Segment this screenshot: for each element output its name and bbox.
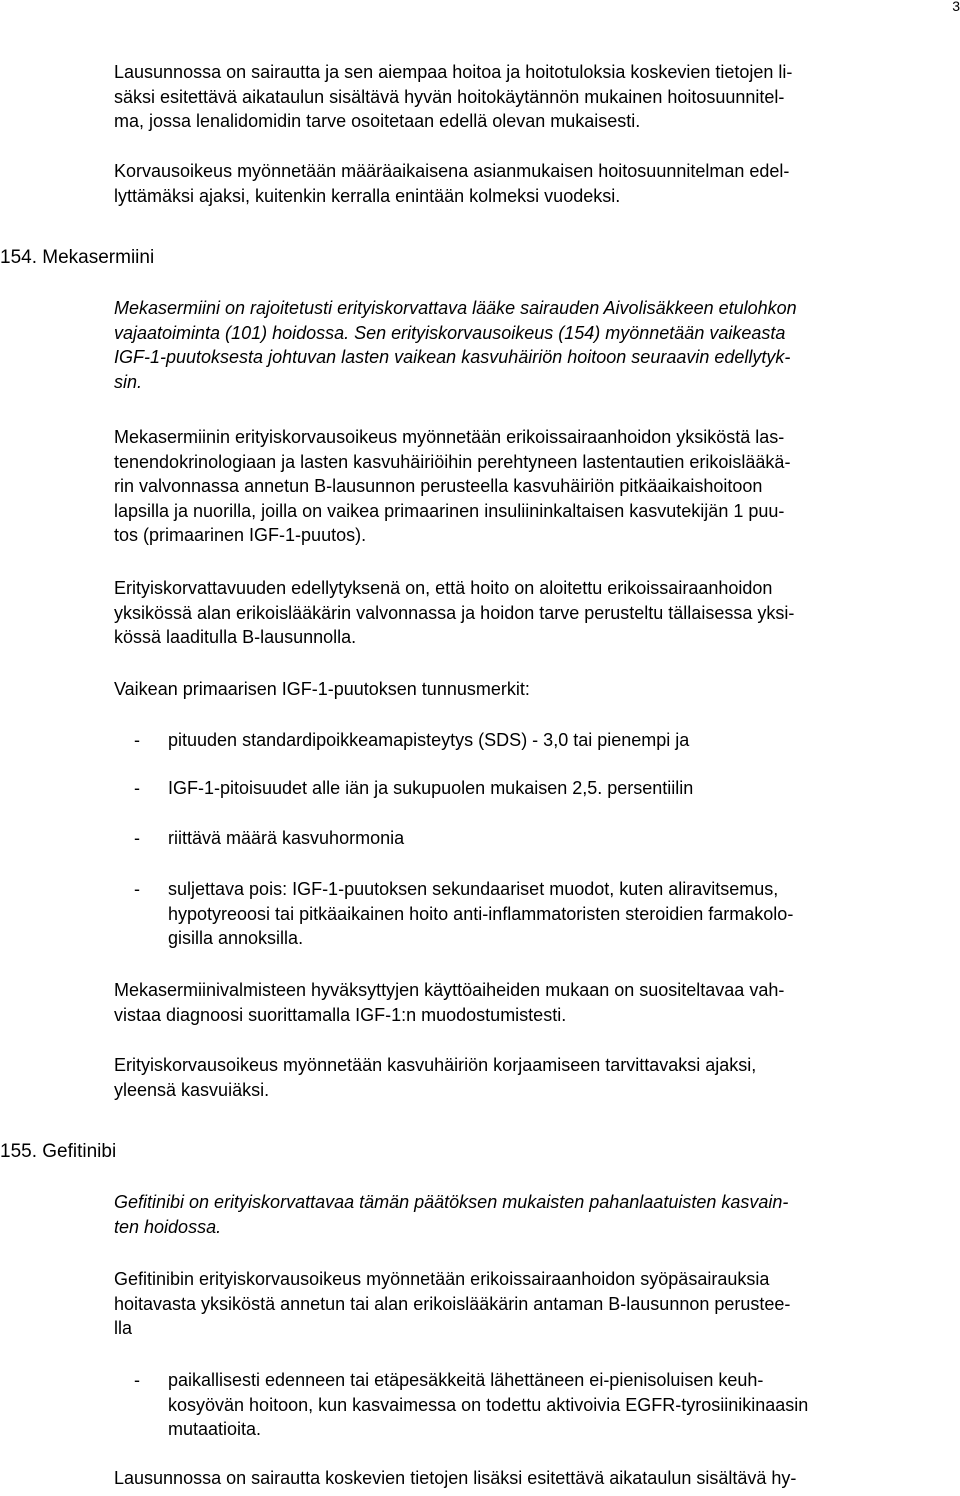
paragraph-mekasermiini-right: Mekasermiinin erityiskorvausoikeus myönnetään erikoissairaanhoidon yksiköstä las- tenendokrinologiaan ja lasten kasvuhäiriöihin perehtyneen lastentautien erikoislääkä- rin valvonnassa annetun B-lausunnon perusteella kasvuhäiriön pitkäaikaishoitoon lapsilla ja nuorilla, joilla on vaikea primaarinen insuliininkaltaisen kasvutekijän 1 puu- tos (primaarinen IGF-1-puutos). — [114, 427, 791, 545]
list-dash: - — [134, 879, 140, 899]
paragraph-reimbursement-duration: Korvausoikeus myönnetään määräaikaisena asianmukaisen hoitosuunnitelman edel- lyttämäksi ajaksi, kuitenkin kerralla enintään kolmeksi vuodeksi. — [114, 161, 790, 206]
paragraph-reimbursement-period: Erityiskorvausoikeus myönnetään kasvuhäiriön korjaamiseen tarvittavaksi ajaksi, yleensä kasvuiäksi. — [114, 1055, 757, 1100]
paragraph-statement-trailing: Lausunnossa on sairautta koskevien tietojen lisäksi esitettävä aikataulun sisältävä hy- — [114, 1468, 797, 1488]
list-item-text: suljettava pois: IGF-1-puutoksen sekundaariset muodot, kuten aliravitsemus, hypotyreoosi tai pitkäaikainen hoito anti-inflammatoristen steroidien farmakolo- gisilla annoksilla. — [168, 879, 794, 948]
paragraph-criteria-heading: Vaikean primaarisen IGF-1-puutoksen tunnusmerkit: — [114, 679, 530, 699]
list-dash: - — [134, 778, 140, 798]
list-item-text: riittävä määrä kasvuhormonia — [168, 828, 405, 848]
list-dash: - — [134, 730, 140, 750]
list-item-text: pituuden standardipoikkeamapisteytys (SDS) - 3,0 tai pienempi ja — [168, 730, 690, 750]
section-heading-154: 154. Mekasermiini — [0, 247, 155, 268]
paragraph-mekasermiini-intro — [114, 296, 960, 394]
intro-italic-part-1: Mekasermiini on rajoitetusti erityiskorvattava lääke sairauden Aivolisäkkeen etulohkon vajaatoiminta (101) hoidossa. — [114, 298, 797, 343]
paragraph-statement-contents: Lausunnossa on sairautta ja sen aiempaa hoitoa ja hoitotuloksia koskevien tietojen li- säksi esitettävä aikataulun sisältävä hyvän hoitokäytännön mukainen hoitosuunnitel- ma, jossa lenalidomidin tarve osoitetaan edellä olevan mukaisesti. — [114, 62, 793, 131]
paragraph-gefitinibi-intro: Gefitinibi on erityiskorvattavaa tämän päätöksen mukaisten pahanlaatuisten kasvain- ten hoidossa. — [114, 1192, 789, 1237]
intro-italic-part-2: Sen erityiskorvausoikeus (154) myönnetään vaikeasta IGF-1-puutoksesta johtuvan lasten vaikean kasvuhäiriön hoitoon seuraavin edellytyk- sin. — [114, 322, 791, 392]
page-number: 3 — [952, 0, 960, 14]
paragraph-gefitinibi-right: Gefitinibin erityiskorvausoikeus myönnetään erikoissairaanhoidon syöpäsairauksia hoitavasta yksiköstä annetun tai alan erikoislääkärin antaman B-lausunnon perustee- lla — [114, 1269, 791, 1338]
list-dash: - — [134, 1370, 140, 1390]
paragraph-eligibility: Erityiskorvattavuuden edellytyksenä on, että hoito on aloitettu erikoissairaanhoidon yksikössä alan erikoislääkärin valvonnassa ja hoidon tarve perusteltu tällaisessa yksi- kössä laaditulla B-lausunnolla. — [114, 578, 795, 647]
section-heading-155: 155. Gefitinibi — [0, 1141, 117, 1162]
paragraph-diagnosis-confirmation: Mekasermiinivalmisteen hyväksyttyjen käyttöaiheiden mukaan on suositeltavaa vah- vistaa diagnoosi suorittamalla IGF-1:n muodostumistesti. — [114, 980, 785, 1025]
list-item-text: IGF-1-pitoisuudet alle iän ja sukupuolen mukaisen 2,5. persentiilin — [168, 778, 694, 798]
list-dash: - — [134, 828, 140, 848]
list-item-text: paikallisesti edenneen tai etäpesäkkeitä lähettäneen ei-pienisoluisen keuh- kosyövän hoitoon, kun kasvaimessa on todettu aktivoivia EGFR-tyrosiinikinaasin mutaatioita. — [168, 1370, 809, 1439]
